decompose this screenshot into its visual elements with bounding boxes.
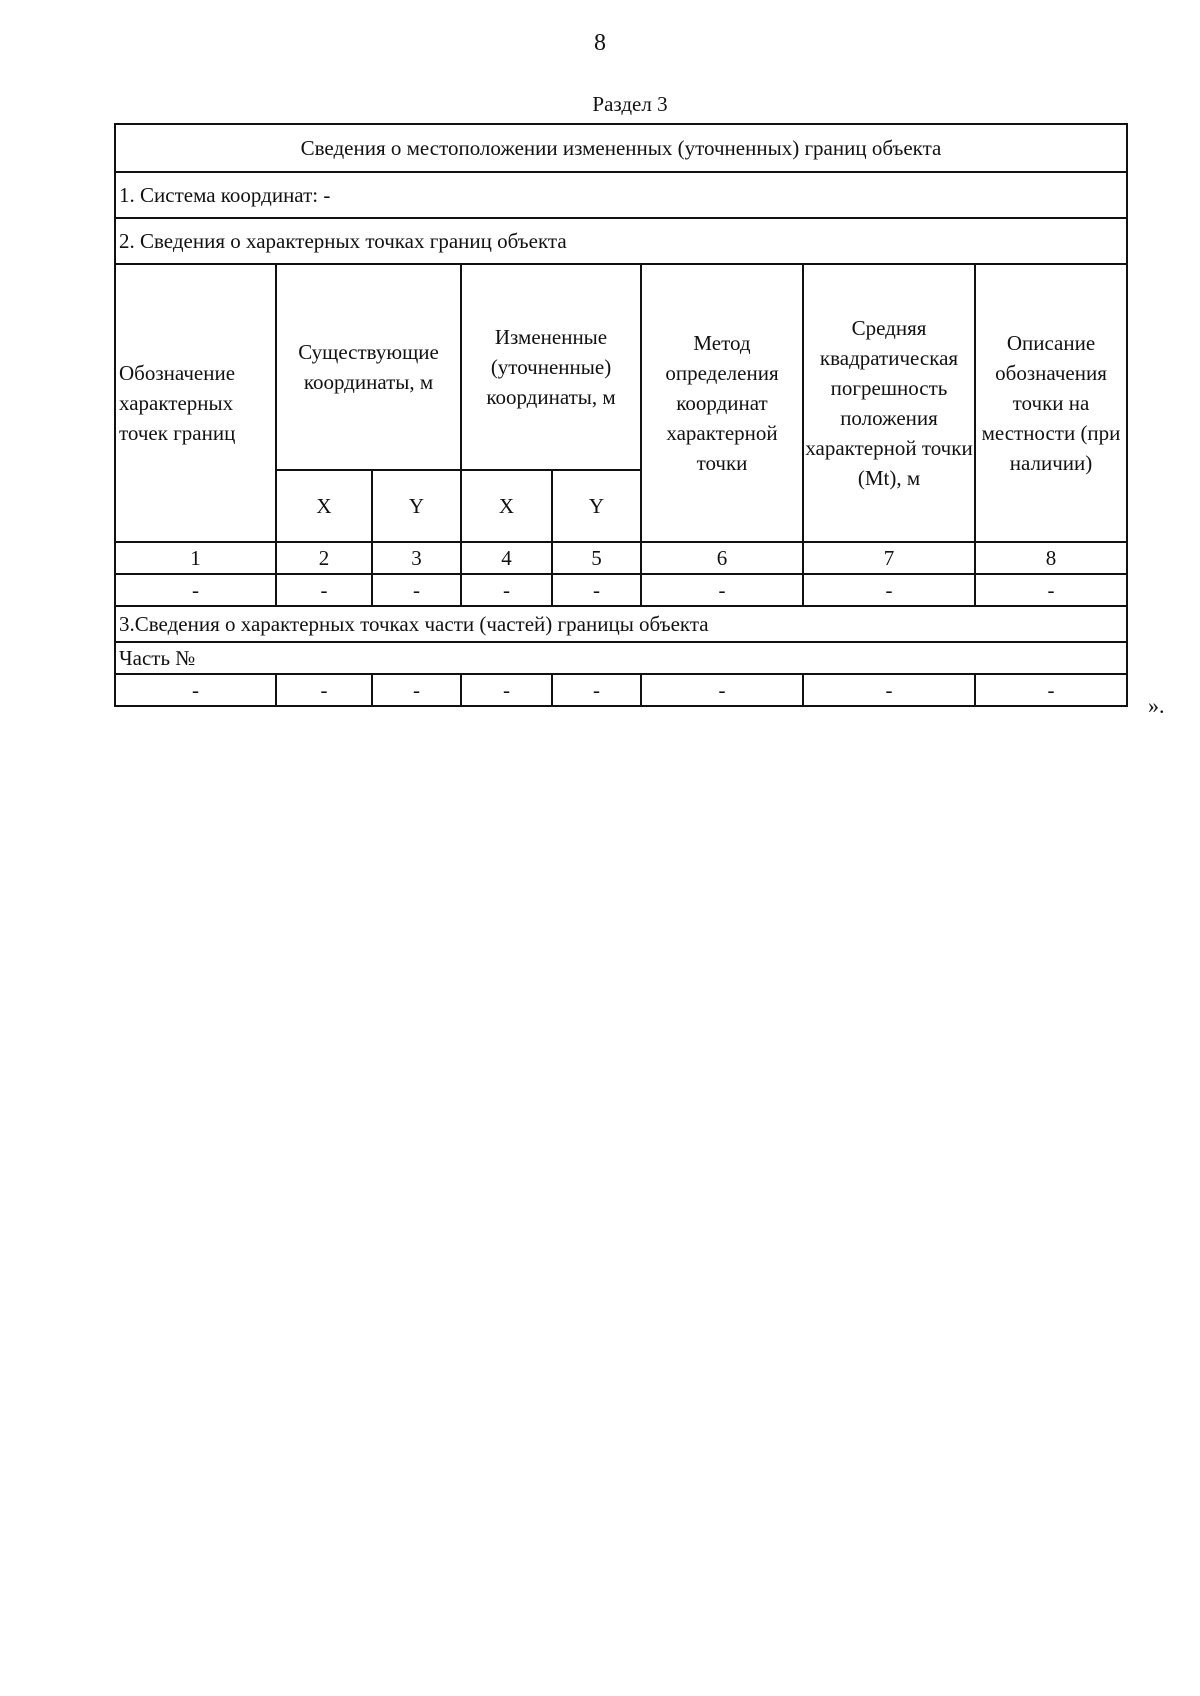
points-heading: 2. Сведения о характерных точках границ объекта bbox=[115, 218, 1127, 264]
table-cell: - bbox=[115, 674, 276, 706]
header-row-main bbox=[115, 264, 1127, 470]
table-cell: - bbox=[461, 574, 552, 606]
column-number: 4 bbox=[461, 542, 552, 574]
column-number: 5 bbox=[552, 542, 641, 574]
points-heading-row bbox=[115, 218, 1127, 264]
page-number: 8 bbox=[594, 30, 606, 56]
points-data-row bbox=[115, 574, 1127, 606]
boundary-points-table bbox=[114, 123, 1128, 707]
table-title: Сведения о местоположении измененных (уточненных) границ объекта bbox=[115, 124, 1127, 172]
part-label: Часть № bbox=[115, 642, 1127, 674]
table-cell: - bbox=[641, 674, 803, 706]
column-number: 1 bbox=[115, 542, 276, 574]
header-existing-coords: Существующие координаты, м bbox=[276, 264, 461, 470]
column-number: 7 bbox=[803, 542, 975, 574]
table-title-row bbox=[115, 124, 1127, 172]
header-existing-y: Y bbox=[372, 470, 461, 542]
part-label-row bbox=[115, 642, 1127, 674]
header-changed-y: Y bbox=[552, 470, 641, 542]
column-number: 2 bbox=[276, 542, 372, 574]
parts-heading: 3.Сведения о характерных точках части (частей) границы объекта bbox=[115, 606, 1127, 642]
table-cell: - bbox=[641, 574, 803, 606]
column-number: 8 bbox=[975, 542, 1127, 574]
table-cell: - bbox=[115, 574, 276, 606]
table-cell: - bbox=[803, 674, 975, 706]
parts-data-row bbox=[115, 674, 1127, 706]
table-cell: - bbox=[372, 674, 461, 706]
header-changed-x: X bbox=[461, 470, 552, 542]
table-cell: - bbox=[975, 574, 1127, 606]
coordinate-system: 1. Система координат: - bbox=[115, 172, 1127, 218]
table-cell: - bbox=[461, 674, 552, 706]
header-description: Описание обозначения точки на местности (при наличии) bbox=[975, 264, 1127, 542]
table-cell: - bbox=[803, 574, 975, 606]
header-designation: Обозначение характерных точек границ bbox=[115, 264, 276, 542]
header-mean-error: Средняя квадратическая погрешность положения характерной точки (Mt), м bbox=[803, 264, 975, 542]
parts-heading-row bbox=[115, 606, 1127, 642]
column-number: 3 bbox=[372, 542, 461, 574]
section-title: Раздел 3 bbox=[592, 92, 668, 116]
table-cell: - bbox=[276, 674, 372, 706]
column-numbers-row bbox=[115, 542, 1127, 574]
column-number: 6 bbox=[641, 542, 803, 574]
coordinate-system-row bbox=[115, 172, 1127, 218]
table-cell: - bbox=[276, 574, 372, 606]
header-method: Метод определения координат характерной точки bbox=[641, 264, 803, 542]
closing-quote: ». bbox=[1148, 693, 1165, 718]
table-cell: - bbox=[552, 574, 641, 606]
table-cell: - bbox=[552, 674, 641, 706]
header-changed-coords: Измененные (уточненные) координаты, м bbox=[461, 264, 641, 470]
table-cell: - bbox=[372, 574, 461, 606]
table-cell: - bbox=[975, 674, 1127, 706]
header-existing-x: X bbox=[276, 470, 372, 542]
